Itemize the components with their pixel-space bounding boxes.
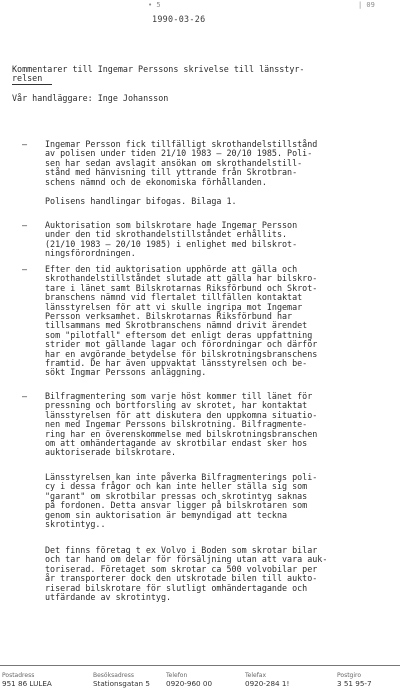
paragraph-line: sökt Ingmar Perssons anläggning.: [45, 367, 207, 378]
paragraph-line: skrothandelstillståndet slutade att gälla har bilskro-: [45, 273, 318, 284]
bullet-dash-3: –: [22, 264, 28, 274]
paragraph-5: [45, 392, 390, 458]
subject-underline: [12, 84, 52, 85]
paragraph-line: tillsammans med Skrotbranschens nämnd drivit ärendet: [45, 320, 308, 331]
footer-telefax: [245, 672, 289, 689]
paragraph-line: ring har en överenskommelse med bilskrotningsbranschen: [45, 428, 318, 439]
header-scan-marks: [0, 0, 400, 14]
subject-line-2: relsen: [12, 73, 43, 84]
paragraph-7: [45, 546, 390, 602]
paragraph-line: ningsförordningen.: [45, 248, 136, 259]
header-mark-right: | 09: [358, 1, 375, 9]
paragraph-line: under den tid skrothandelstillståndet erhållits.: [45, 229, 288, 240]
paragraph-line: Bilfragmentering som varje höst kommer till länet för: [45, 391, 313, 401]
footer-label: Postgiro: [337, 672, 362, 679]
paragraph-6: [45, 473, 390, 529]
paragraph-3: [45, 221, 390, 259]
paragraph-2: [45, 197, 390, 206]
footer-value: 3 51 95-7: [337, 679, 372, 688]
paragraph-line: cy i dessa frågor och kan inte heller ställa sig som: [45, 481, 308, 492]
paragraph-line: som "pilotfall" eftersom det enligt deras uppfattning: [45, 329, 313, 340]
case-handler: Vår handläggare: Inge Johansson: [12, 93, 169, 103]
paragraph-line: utfärdande av skrotintyg.: [45, 592, 172, 603]
paragraph-line: och tar hand om delar för försäljning utan att vara auk-: [45, 554, 328, 565]
paragraph-line: riserad bilskrotare för slutligt omhändertagande och: [45, 582, 308, 593]
paragraph-line: strider mot gällande lagar och förordningar och därför: [45, 339, 318, 350]
paragraph-line: har en avgörande betydelse för bilskrotningsbranschens: [45, 348, 318, 359]
paragraph-line: schens nämnd och de ekonomiska förhållanden.: [45, 176, 267, 187]
footer-value: 0920-284 1!: [245, 679, 290, 688]
footer-telephone: [166, 672, 212, 689]
paragraph-line: på fordonen. Detta ansvar ligger på bilskrotaren som: [45, 500, 308, 511]
bullet-dash-1: –: [22, 139, 28, 149]
footer-postgiro: [337, 672, 372, 689]
paragraph-line: (21/10 1983 – 20/10 1985) i enlighet med bilskrot-: [45, 238, 298, 249]
footer-postal-address: [2, 672, 52, 689]
paragraph-line: toriserad. Företaget som skrotar ca 500 volvobilar per: [45, 563, 318, 574]
paragraph-line: Ingemar Persson fick tillfälligt skrothandelstillstånd: [45, 139, 318, 149]
paragraph-line: om att omhändertagande av skrotbilar endast sker hos: [45, 438, 308, 449]
paragraph-line: av polisen under tiden 21/10 1983 – 20/10 1985. Poli-: [45, 148, 313, 159]
bullet-dash-4: –: [22, 391, 28, 401]
paragraph-1: [45, 140, 390, 187]
header-mark-left: • 5: [148, 1, 161, 9]
footer-label: Telefax: [245, 672, 267, 679]
paragraph-line: Länsstyrelsen kan inte påverka Bilfragmenterings poli-: [45, 472, 318, 482]
footer-label: Telefon: [166, 672, 188, 679]
paragraph-4: [45, 265, 390, 378]
footer-label: Postadress: [2, 672, 35, 679]
paragraph-line: genom sin auktorisation är bemyndigad att teckna: [45, 509, 288, 520]
paragraph-line: Polisens handlingar bifogas. Bilaga 1.: [45, 196, 237, 206]
paragraph-line: branschens nämnd vid flertalet tillfällen kontaktat: [45, 292, 303, 303]
paragraph-line: Det finns företag t ex Volvo i Boden som skrotar bilar: [45, 545, 318, 555]
letterhead-footer: [0, 672, 400, 696]
document-date: 1990-03-26: [152, 14, 206, 24]
paragraph-line: skrotintyg..: [45, 519, 106, 530]
paragraph-line: Auktorisation som bilskrotare hade Ingemar Persson: [45, 220, 298, 230]
bullet-dash-2: –: [22, 220, 28, 230]
paragraph-line: framtid. De har även uppvaktat länsstyrelsen och be-: [45, 358, 308, 369]
footer-value: 0920-960 00: [166, 679, 213, 688]
paragraph-line: tare i länet samt Bilskrotarnas Riksförbund och Skrot-: [45, 282, 318, 293]
subject-heading: [12, 65, 392, 84]
paragraph-line: "garant" om skrotbilar pressas och skrotintyg saknas: [45, 490, 308, 501]
footer-label: Besöksadress: [93, 672, 134, 679]
paragraph-line: pressning och bortforsling av skrotet, har kontaktat: [45, 400, 308, 411]
footer-value: Stationsgatan 5: [93, 679, 150, 688]
paragraph-line: sen har sedan avslagit ansökan om skrothandelstill-: [45, 157, 303, 168]
paragraph-line: länsstyrelsen för att vi skulle ingripa mot Ingemar: [45, 301, 303, 312]
paragraph-line: auktoriserade bilskrotare.: [45, 447, 177, 458]
paragraph-line: länsstyrelsen för att diskutera den uppkomna situatio-: [45, 409, 318, 420]
paragraph-line: Persson verksamhet. Bilskrotarnas Riksförbund har: [45, 311, 293, 322]
subject-line-1: Kommentarer till Ingemar Perssons skrivelse till länsstyr-: [12, 64, 305, 74]
paragraph-line: Efter den tid auktorisation upphörde att gälla och: [45, 264, 298, 274]
footer-visiting-address: [93, 672, 150, 689]
footer-value: 951 86 LULEA: [2, 679, 52, 688]
paragraph-line: nen med Ingemar Perssons bilskrotning. Bilfragmente-: [45, 419, 308, 430]
paragraph-line: år transporterer dock den utskrotade bilen till aukto-: [45, 573, 318, 584]
paragraph-line: stånd med hänvisning till yttrande från Skrotbran-: [45, 167, 298, 178]
footer-divider: [0, 665, 400, 666]
